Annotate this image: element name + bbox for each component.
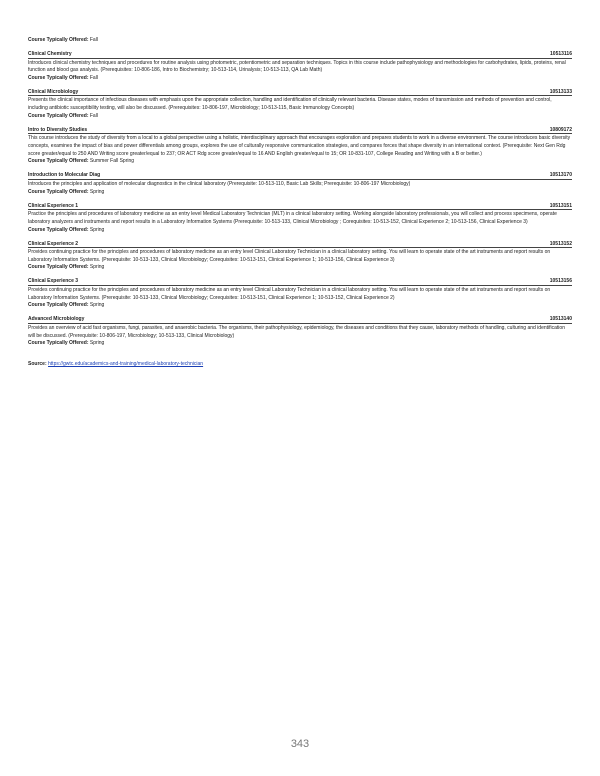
course-code: 10513116 bbox=[550, 51, 572, 57]
course-offered-line: Course Typically Offered: Fall bbox=[28, 37, 98, 43]
course-description: Provides continuing practice for the principles and procedures of laboratory medicine as an entry level Clinical Laboratory Technician in a clinical laboratory setting. You will learn to operate state of the art instruments and report results on Laboratory Information Systems. (Prerequisite: 10-513-133, Clinical Microbiology; Corequisites: 10-513-151, Clinical Experience 1; 10-513-152, Clinical Experience 2) bbox=[28, 286, 551, 301]
course-description: Introduces clinical chemistry techniques and procedures for routine analysis using photometric, potentiometric and separation techniques. Topics in this course include pathophysiology and methodologies for carbohydrates, lipids, proteins, renal function and blood gas analysis. (Prerequisites: 10-806-186, Intro to Biochemistry; 10-513-114, Urinalysis; 10-513-113, QA Lab Math) bbox=[28, 59, 566, 74]
course-code: 10513152 bbox=[549, 240, 572, 247]
course-offered-line: Course Typically Offered: Fall bbox=[28, 112, 98, 119]
course-header bbox=[28, 203, 572, 211]
course-description: This course introduces the study of diversity from a local to a global perspective using a holistic, interdisciplinary approach that encourages exploration and prepares students to work in a diverse environment. The course introduces basic diversity concepts, examines the impact of bias and power differentials among groups, explores the use of culturally responsive communication strategies, and compares forces that shape diversity in an international context. (Prerequisite: Next Gen Rdg score greater/equal to 250 AND Writing score greater/equal to 237; OR ACT Rdg score greater/equal to 16 AND English greater/equal to 15; OR 10-831-107, College Reading and Writing with a B or better.) bbox=[28, 135, 571, 157]
course-description: Presents the clinical importance of infectious diseases with emphasis upon the appropriate collection, handling and identification of clinically relevant bacteria. Disease states, modes of transmission and methods of prevention and control, including antibiotic susceptibility testing, will also be discussed. (Prerequisites: 10-806-197, Microbiology; 10-513-115, Basic Immunology Concepts) bbox=[28, 97, 552, 112]
course-code: 10513140 bbox=[549, 316, 572, 323]
course-description: Introduces the principles and application of molecular diagnostics in the clinical laboratory (Prerequisite: 10-513-110, Basic Lab Skills; Prerequisite: 10-806-197 Microbiology) bbox=[28, 180, 411, 187]
course-title: Introduction to Molecular Diag bbox=[28, 172, 101, 179]
course-entry bbox=[28, 51, 572, 82]
course-title: Clinical Microbiology bbox=[28, 88, 79, 95]
source-link[interactable]: https://gwtc.edu/academics-and-training/medical-laboratory-technician bbox=[48, 361, 204, 368]
course-entry bbox=[28, 278, 572, 309]
course-entry bbox=[28, 203, 572, 234]
course-offered-line: Course Typically Offered: Spring bbox=[28, 264, 105, 271]
course-title: Clinical Experience 2 bbox=[28, 240, 79, 247]
course-title: Clinical Experience 1 bbox=[28, 202, 79, 209]
course-code: 10513151 bbox=[549, 202, 572, 209]
course-entry bbox=[28, 127, 572, 166]
course-code: 10513170 bbox=[549, 172, 572, 179]
course-listing bbox=[28, 37, 572, 368]
course-offered-line: Course Typically Offered: Spring bbox=[28, 302, 105, 309]
course-offered-line: Course Typically Offered: Summer Fall Spring bbox=[28, 158, 135, 165]
course-description: Provides continuing practice for the principles and procedures of laboratory medicine as an entry level Clinical Laboratory Technician in a clinical laboratory setting. You will learn to operate state of the art instruments and report results on Laboratory Information Systems. (Prerequisite: 10-513-133, Clinical Microbiology; Corequisites: 10-513-151, Clinical Experience 1; 10-513-156, Clinical Experience 3) bbox=[28, 249, 551, 263]
course-code: 10513133 bbox=[549, 88, 572, 95]
course-header bbox=[28, 51, 572, 59]
course-header bbox=[28, 89, 572, 97]
course-header bbox=[28, 241, 572, 249]
course-title: Advanced Microbiology bbox=[28, 316, 85, 323]
course-header bbox=[28, 172, 572, 180]
course-header bbox=[28, 278, 572, 286]
course-offered-line: Course Typically Offered: Spring bbox=[28, 226, 105, 233]
course-entry bbox=[28, 89, 572, 120]
source-label: Source: bbox=[28, 361, 47, 368]
source-line bbox=[28, 361, 572, 368]
course-code: 10513156 bbox=[549, 278, 572, 285]
course-title: Clinical Experience 3 bbox=[28, 278, 79, 285]
course-header bbox=[28, 127, 572, 135]
course-title: Intro to Diversity Studies bbox=[28, 126, 88, 133]
course-offered-line: Course Typically Offered: Spring bbox=[28, 340, 105, 347]
course-title: Clinical Chemistry bbox=[28, 51, 72, 57]
course-entry bbox=[28, 241, 572, 272]
course-header bbox=[28, 316, 572, 324]
course-entry bbox=[28, 316, 572, 347]
course-offered-line: Course Typically Offered: Fall bbox=[28, 74, 98, 81]
course-description: Practice the principles and procedures of laboratory medicine as an entry level Medical Laboratory Technician (MLT) in a clinical laboratory setting. Working alongside laboratory professionals, you will collect and process specimens, operate laboratory analyzers and instruments and report results in a Laboratory Information Systems (Prerequisite: 10-513-133, Clinical Microbiology ; Corequisites: 10-513-152, Clinical Experience 2; 10-513-156, Clinical Experience 3) bbox=[28, 211, 557, 225]
course-code: 10809172 bbox=[549, 126, 572, 133]
page-number: 343 bbox=[290, 738, 310, 750]
course-entry bbox=[28, 172, 572, 195]
course-description: Provides an overview of acid fast organisms, fungi, parasites, and anaerobic bacteria. The organisms, their pathophysiology, epidemiology, the diseases and conditions that they cause, laboratory methods of handling, culturing and identification will be discussed. (Prerequisite: 10-806-197, Microbiology; 10-513-133, Clinical Microbiology) bbox=[28, 324, 565, 339]
course-offered-line: Course Typically Offered: Spring bbox=[28, 188, 105, 195]
